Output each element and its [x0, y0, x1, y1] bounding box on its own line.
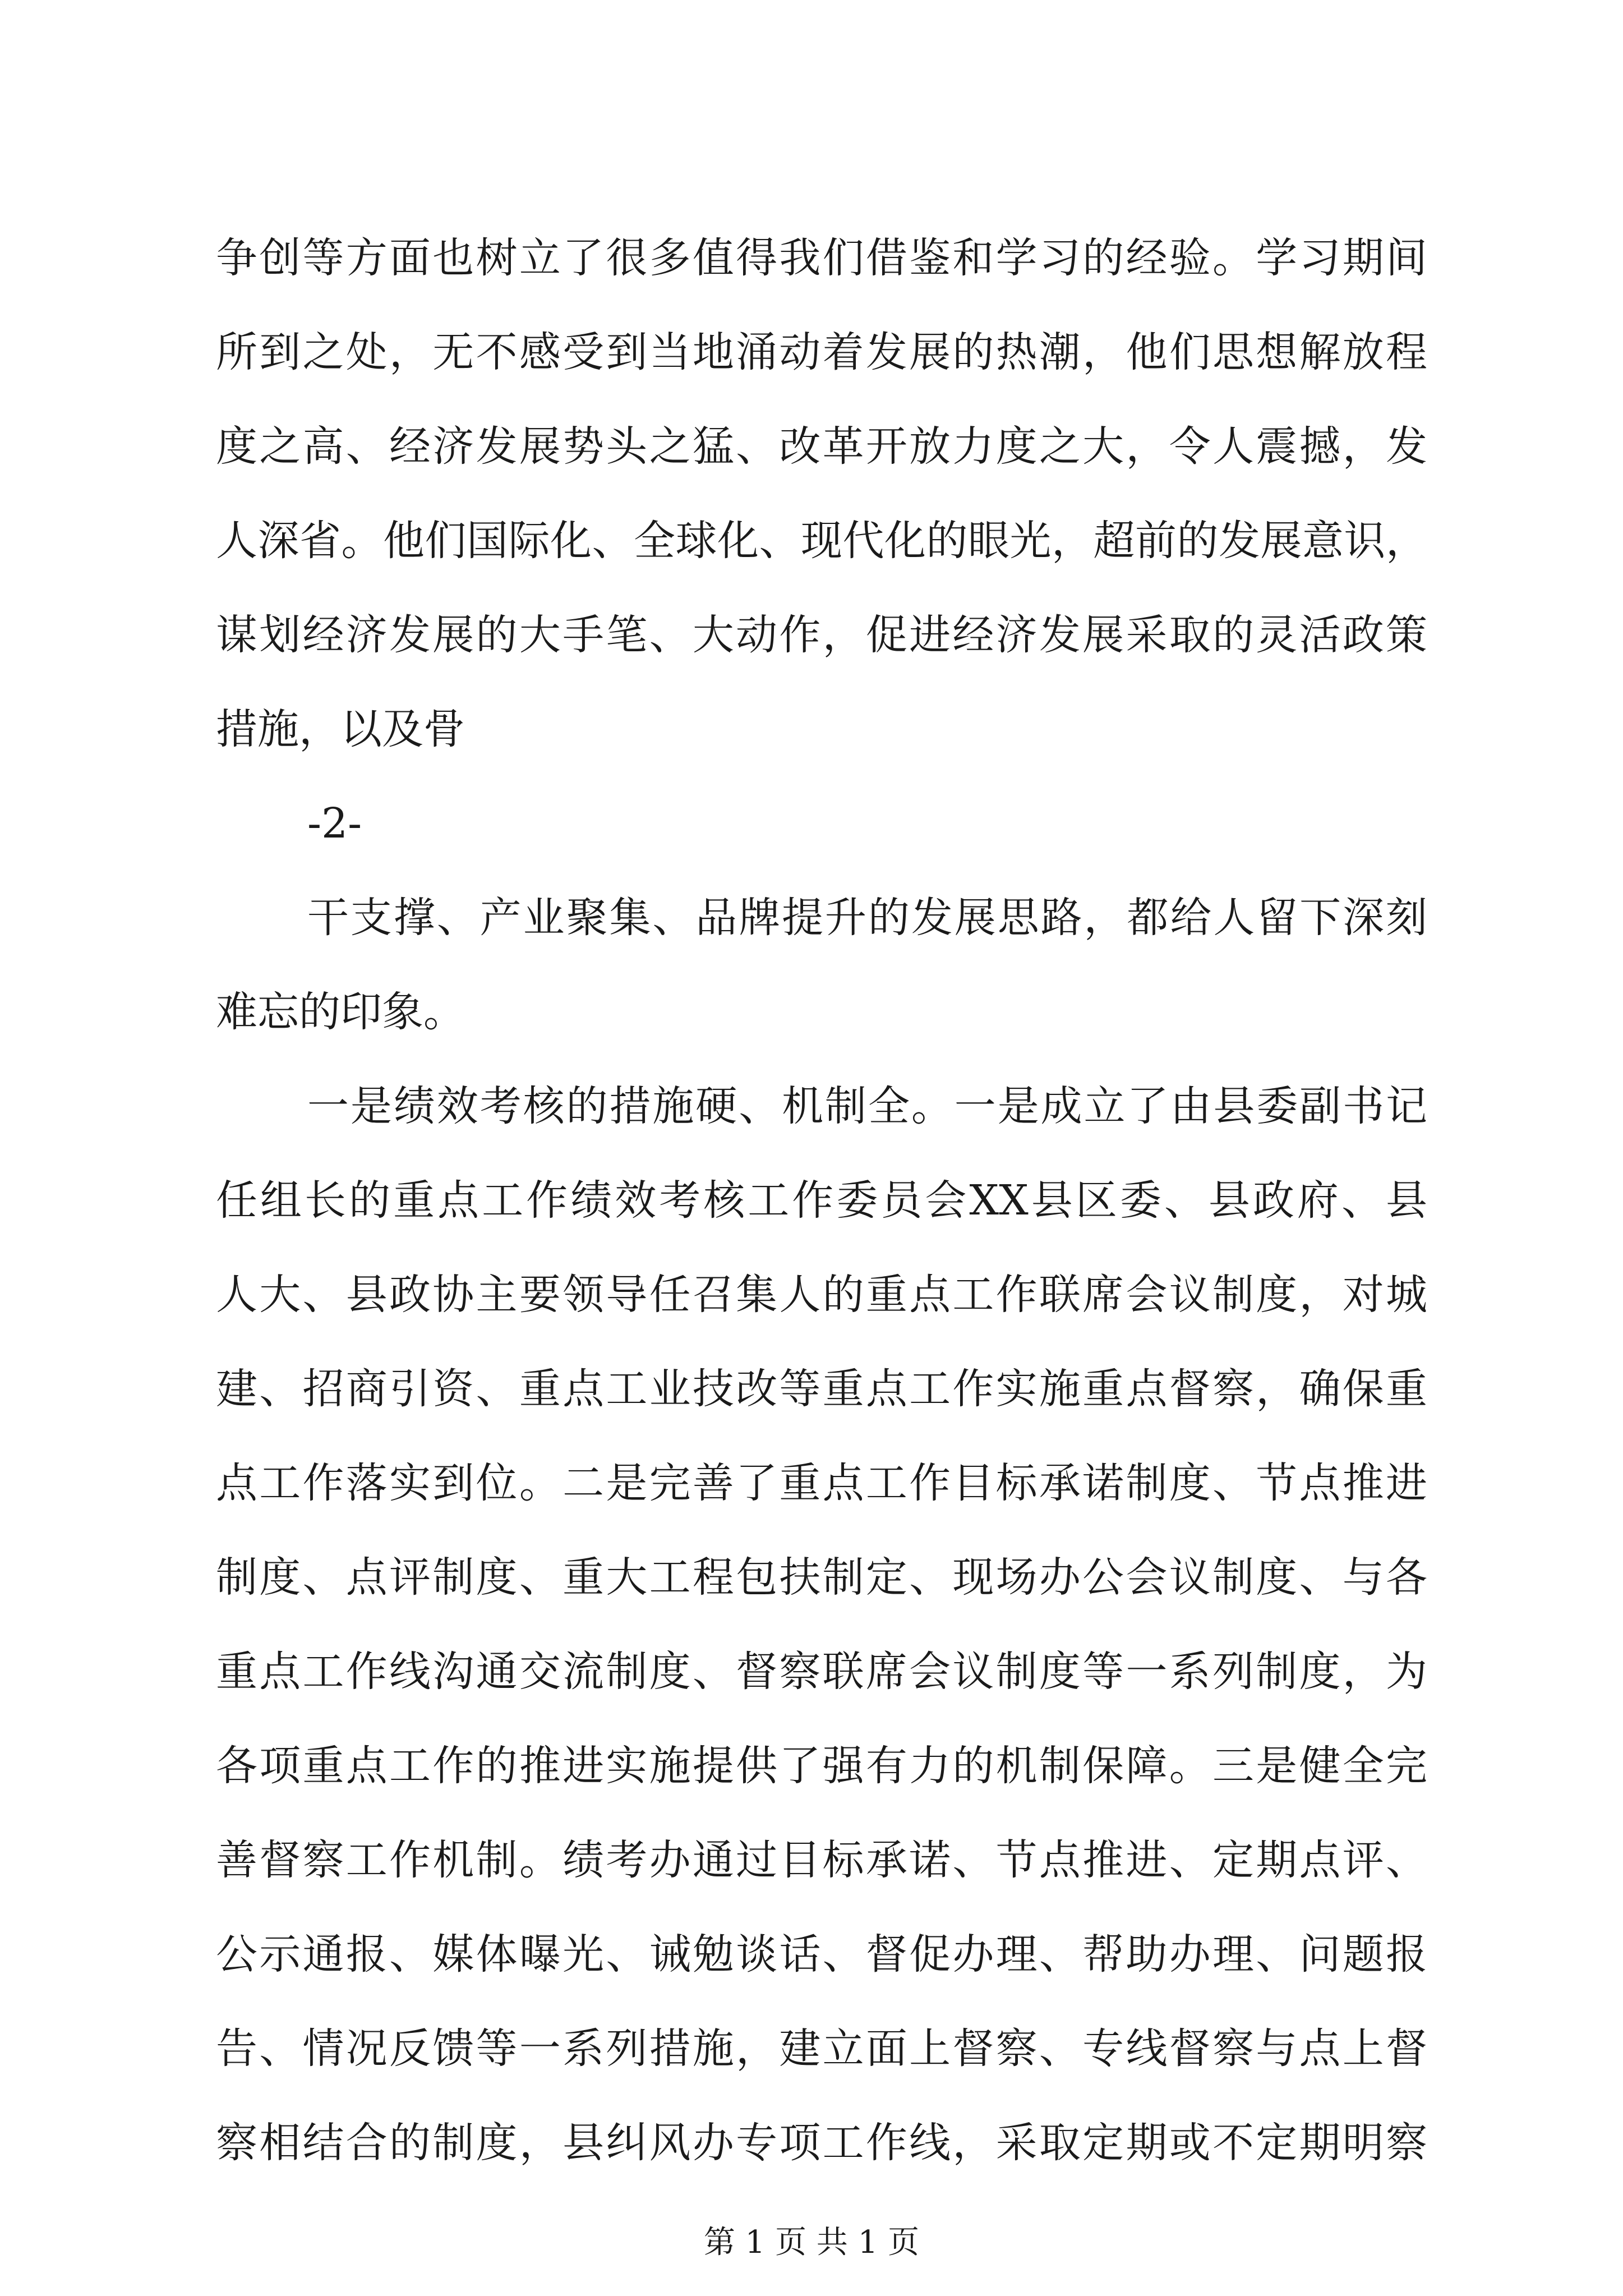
text-line: 人深省。他们国际化、全球化、现代化的眼光，超前的发展意识，	[216, 517, 1427, 565]
text-line: 度之高、经济发展势头之猛、改革开放力度之大，令人震撼，发	[216, 422, 1427, 471]
text-line: 各项重点工作的推进实施提供了强有力的机制保障。三是健全完	[216, 1742, 1427, 1790]
text-line: 所到之处，无不感受到当地涌动着发展的热潮，他们思想解放程	[216, 328, 1427, 376]
text-line: 难忘的印象。	[216, 988, 465, 1036]
text-line: 察相结合的制度，县纠风办专项工作线，采取定期或不定期明察	[216, 2119, 1427, 2167]
text-line: 制度、点评制度、重大工程包扶制定、现场办公会议制度、与各	[216, 1553, 1427, 1602]
text-line: 告、情况反馈等一系列措施，建立面上督察、专线督察与点上督	[216, 2024, 1427, 2073]
page-footer: 第 1 页 共 1 页	[703, 2224, 920, 2261]
text-line: 建、招商引资、重点工业技改等重点工作实施重点督察，确保重	[216, 1365, 1427, 1413]
text-line: 公示通报、媒体曝光、诫勉谈话、督促办理、帮助办理、问题报	[216, 1930, 1427, 1978]
text-line: 点工作落实到位。二是完善了重点工作目标承诺制度、节点推进	[216, 1459, 1427, 1507]
text-line: 争创等方面也树立了很多值得我们借鉴和学习的经验。学习期间	[216, 234, 1427, 282]
text-line: 谋划经济发展的大手笔、大动作，促进经济发展采取的灵活政策	[216, 611, 1427, 659]
text-line: 人大、县政协主要领导任召集人的重点工作联席会议制度，对城	[216, 1271, 1427, 1319]
text-line: 一是绩效考核的措施硬、机制全。一是成立了由县委副书记	[307, 1082, 1427, 1130]
page-marker: -2-	[307, 799, 362, 848]
text-line: 任组长的重点工作绩效考核工作委员会XX县区委、县政府、县	[216, 1176, 1427, 1225]
text-line: 干支撑、产业聚集、品牌提升的发展思路，都给人留下深刻	[307, 894, 1427, 942]
text-line: 重点工作线沟通交流制度、督察联席会议制度等一系列制度，为	[216, 1648, 1427, 1696]
text-line: 善督察工作机制。绩考办通过目标承诺、节点推进、定期点评、	[216, 1836, 1427, 1884]
text-line: 措施，以及骨	[216, 705, 465, 753]
